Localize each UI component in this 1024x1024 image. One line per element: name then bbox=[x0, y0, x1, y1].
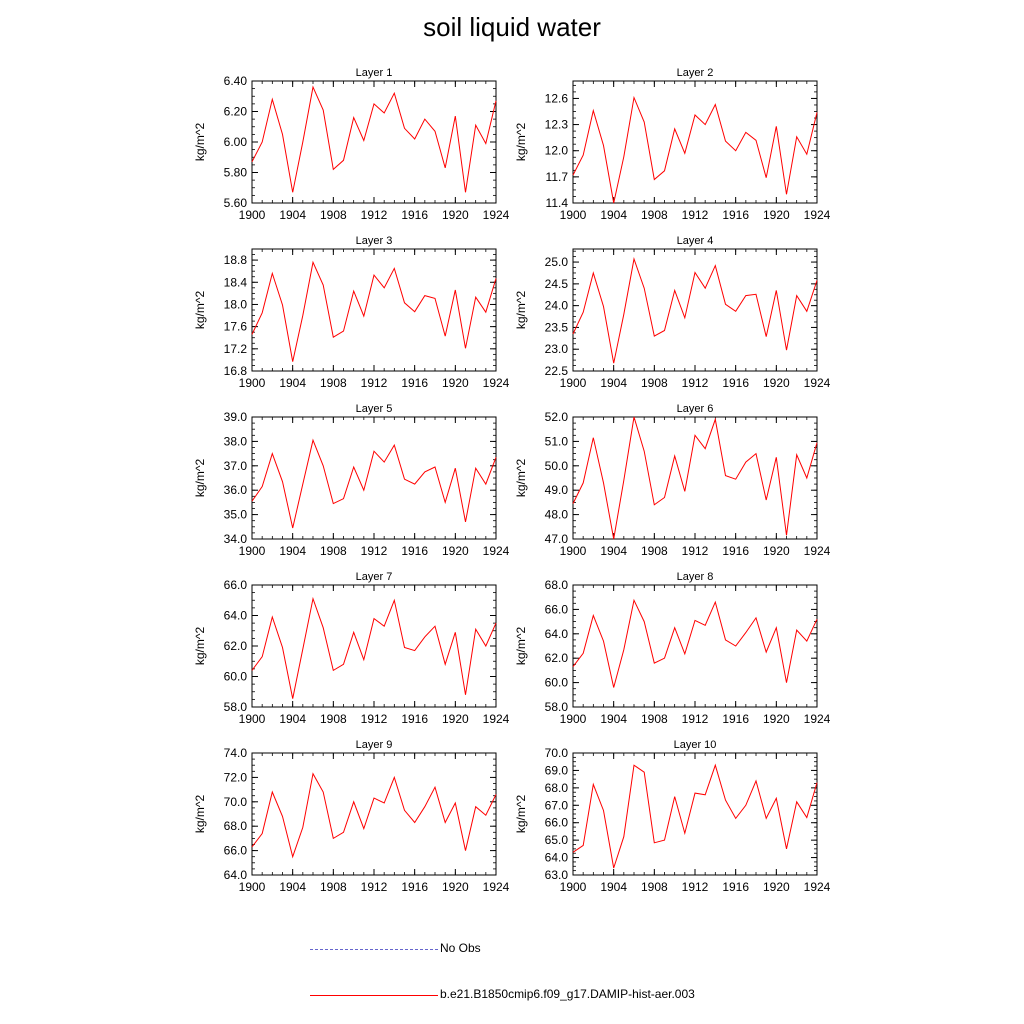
x-tick-label: 1912 bbox=[360, 712, 388, 726]
plot-frame bbox=[573, 81, 817, 203]
y-tick-label: 24.0 bbox=[544, 298, 568, 313]
y-tick-label: 18.0 bbox=[223, 297, 247, 312]
x-tick-label: 1908 bbox=[640, 880, 668, 894]
series-line bbox=[573, 765, 817, 868]
plot-frame bbox=[573, 249, 817, 371]
y-tick-label: 35.0 bbox=[223, 507, 247, 522]
x-tick-label: 1908 bbox=[640, 376, 668, 390]
x-tick-label: 1916 bbox=[401, 208, 429, 222]
y-axis-label: kg/m^2 bbox=[193, 458, 207, 498]
x-tick-label: 1904 bbox=[600, 376, 628, 390]
y-axis-label: kg/m^2 bbox=[193, 122, 207, 162]
x-tick-label: 1912 bbox=[360, 208, 388, 222]
x-tick-label: 1916 bbox=[722, 880, 750, 894]
x-tick-label: 1900 bbox=[238, 376, 266, 390]
x-tick-label: 1900 bbox=[238, 208, 266, 222]
x-tick-label: 1904 bbox=[279, 376, 307, 390]
y-tick-label: 47.0 bbox=[544, 532, 568, 546]
x-tick-label: 1908 bbox=[319, 712, 347, 726]
y-tick-label: 52.0 bbox=[544, 410, 568, 424]
panel-title: Layer 10 bbox=[673, 739, 717, 751]
x-tick-label: 1904 bbox=[600, 880, 628, 894]
x-tick-label: 1916 bbox=[722, 208, 750, 222]
series-line bbox=[252, 262, 496, 361]
x-tick-label: 1900 bbox=[559, 544, 587, 558]
y-tick-label: 17.2 bbox=[223, 341, 247, 356]
y-tick-label: 34.0 bbox=[223, 532, 247, 546]
y-tick-label: 66.0 bbox=[544, 815, 568, 830]
x-tick-label: 1900 bbox=[559, 880, 587, 894]
series-line bbox=[573, 600, 817, 687]
legend-label: b.e21.B1850cmip6.f09_g17.DAMIP-hist-aer.003 bbox=[440, 987, 695, 1001]
y-tick-label: 6.20 bbox=[223, 104, 247, 119]
y-axis-label: kg/m^2 bbox=[193, 626, 207, 666]
x-tick-label: 1908 bbox=[640, 712, 668, 726]
x-tick-label: 1920 bbox=[441, 208, 469, 222]
x-tick-label: 1924 bbox=[803, 208, 831, 222]
x-tick-label: 1904 bbox=[279, 208, 307, 222]
x-tick-label: 1924 bbox=[482, 712, 510, 726]
y-axis-label: kg/m^2 bbox=[193, 290, 207, 330]
panel-title: Layer 3 bbox=[355, 235, 393, 247]
y-tick-label: 70.0 bbox=[223, 794, 247, 809]
x-tick-label: 1908 bbox=[319, 544, 347, 558]
y-tick-label: 49.0 bbox=[544, 483, 568, 498]
panel-title: Layer 9 bbox=[355, 739, 393, 751]
x-tick-label: 1924 bbox=[803, 544, 831, 558]
x-tick-label: 1920 bbox=[762, 880, 790, 894]
x-tick-label: 1904 bbox=[279, 712, 307, 726]
panel-title: Layer 2 bbox=[676, 67, 714, 79]
x-tick-label: 1900 bbox=[559, 208, 587, 222]
y-tick-label: 74.0 bbox=[223, 746, 247, 760]
y-tick-label: 6.40 bbox=[223, 74, 247, 88]
y-tick-label: 64.0 bbox=[223, 868, 247, 882]
series-line bbox=[252, 440, 496, 528]
x-tick-label: 1900 bbox=[559, 712, 587, 726]
y-tick-label: 50.0 bbox=[544, 458, 568, 473]
x-tick-label: 1924 bbox=[482, 376, 510, 390]
y-tick-label: 62.0 bbox=[544, 651, 568, 666]
y-tick-label: 39.0 bbox=[223, 410, 247, 424]
y-tick-label: 16.8 bbox=[223, 364, 247, 378]
x-tick-label: 1920 bbox=[441, 712, 469, 726]
figure-title: soil liquid water bbox=[423, 12, 601, 42]
x-tick-label: 1904 bbox=[279, 544, 307, 558]
x-tick-label: 1904 bbox=[600, 712, 628, 726]
y-axis-label: kg/m^2 bbox=[193, 794, 207, 834]
x-tick-label: 1904 bbox=[279, 880, 307, 894]
y-tick-label: 11.7 bbox=[545, 169, 568, 184]
y-tick-label: 12.3 bbox=[544, 117, 568, 132]
y-tick-label: 70.0 bbox=[544, 746, 568, 760]
y-tick-label: 23.0 bbox=[544, 342, 568, 357]
plot-frame bbox=[252, 249, 496, 371]
y-tick-label: 18.4 bbox=[223, 275, 247, 290]
y-tick-label: 58.0 bbox=[223, 700, 247, 714]
y-axis-label: kg/m^2 bbox=[514, 794, 528, 834]
y-tick-label: 62.0 bbox=[223, 639, 247, 653]
y-axis-label: kg/m^2 bbox=[514, 458, 528, 498]
x-tick-label: 1920 bbox=[762, 208, 790, 222]
y-tick-label: 24.5 bbox=[544, 276, 568, 291]
y-tick-label: 37.0 bbox=[223, 458, 247, 473]
x-tick-label: 1912 bbox=[681, 712, 709, 726]
y-tick-label: 48.0 bbox=[544, 507, 568, 522]
y-tick-label: 36.0 bbox=[223, 483, 247, 498]
x-tick-label: 1916 bbox=[401, 880, 429, 894]
x-tick-label: 1904 bbox=[600, 208, 628, 222]
plot-frame bbox=[252, 585, 496, 707]
x-tick-label: 1920 bbox=[762, 376, 790, 390]
x-tick-label: 1904 bbox=[600, 544, 628, 558]
y-axis-label: kg/m^2 bbox=[514, 626, 528, 666]
panel-title: Layer 6 bbox=[676, 403, 714, 415]
x-tick-label: 1920 bbox=[441, 880, 469, 894]
x-tick-label: 1924 bbox=[803, 880, 831, 894]
y-tick-label: 60.0 bbox=[544, 675, 568, 690]
plot-frame bbox=[573, 753, 817, 875]
series-line bbox=[252, 774, 496, 857]
y-tick-label: 68.0 bbox=[544, 578, 568, 592]
legend-label: No Obs bbox=[440, 941, 481, 955]
y-tick-label: 63.0 bbox=[544, 868, 568, 882]
x-tick-label: 1924 bbox=[803, 376, 831, 390]
y-tick-label: 18.8 bbox=[223, 253, 247, 268]
y-tick-label: 38.0 bbox=[223, 434, 247, 449]
x-tick-label: 1900 bbox=[238, 544, 266, 558]
y-tick-label: 66.0 bbox=[223, 578, 247, 592]
series-line bbox=[252, 87, 496, 192]
y-tick-label: 17.6 bbox=[223, 319, 247, 334]
x-tick-label: 1916 bbox=[401, 544, 429, 558]
y-tick-label: 25.0 bbox=[544, 255, 568, 270]
y-tick-label: 67.0 bbox=[544, 798, 568, 813]
y-tick-label: 68.0 bbox=[544, 780, 568, 795]
y-tick-label: 66.0 bbox=[223, 843, 247, 858]
x-tick-label: 1920 bbox=[762, 544, 790, 558]
x-tick-label: 1908 bbox=[640, 208, 668, 222]
y-axis-label: kg/m^2 bbox=[514, 122, 528, 162]
panel-title: Layer 1 bbox=[355, 67, 393, 79]
series-line bbox=[573, 417, 817, 539]
y-tick-label: 72.0 bbox=[223, 770, 247, 785]
y-tick-label: 64.0 bbox=[544, 626, 568, 641]
x-tick-label: 1916 bbox=[722, 376, 750, 390]
series-line bbox=[573, 259, 817, 363]
x-tick-label: 1924 bbox=[803, 712, 831, 726]
x-tick-label: 1908 bbox=[640, 544, 668, 558]
plot-frame bbox=[573, 585, 817, 707]
x-tick-label: 1920 bbox=[441, 376, 469, 390]
panel-title: Layer 5 bbox=[355, 403, 393, 415]
legend-item-model-run bbox=[310, 986, 910, 1006]
y-tick-label: 66.0 bbox=[544, 602, 568, 617]
y-tick-label: 60.0 bbox=[223, 669, 247, 684]
x-tick-label: 1912 bbox=[360, 544, 388, 558]
y-tick-label: 12.6 bbox=[544, 91, 568, 106]
y-tick-label: 22.5 bbox=[544, 364, 568, 378]
series-line bbox=[573, 98, 817, 203]
y-tick-label: 58.0 bbox=[544, 700, 568, 714]
panel-title: Layer 7 bbox=[355, 571, 393, 583]
x-tick-label: 1912 bbox=[681, 880, 709, 894]
x-tick-label: 1916 bbox=[722, 544, 750, 558]
x-tick-label: 1924 bbox=[482, 544, 510, 558]
x-tick-label: 1900 bbox=[238, 880, 266, 894]
y-tick-label: 6.00 bbox=[223, 135, 247, 149]
x-tick-label: 1920 bbox=[441, 544, 469, 558]
y-axis-label: kg/m^2 bbox=[514, 290, 528, 330]
y-tick-label: 69.0 bbox=[544, 763, 568, 778]
panel-title: Layer 8 bbox=[676, 571, 714, 583]
x-tick-label: 1912 bbox=[681, 544, 709, 558]
y-tick-label: 12.0 bbox=[544, 143, 568, 158]
x-tick-label: 1900 bbox=[559, 376, 587, 390]
x-tick-label: 1920 bbox=[762, 712, 790, 726]
x-tick-label: 1924 bbox=[482, 880, 510, 894]
y-tick-label: 51.0 bbox=[544, 434, 568, 449]
y-tick-label: 64.0 bbox=[223, 608, 247, 623]
y-tick-label: 68.0 bbox=[223, 819, 247, 834]
y-tick-label: 5.80 bbox=[223, 165, 247, 180]
y-tick-label: 23.5 bbox=[544, 320, 568, 335]
x-tick-label: 1900 bbox=[238, 712, 266, 726]
x-tick-label: 1912 bbox=[360, 376, 388, 390]
legend-item-no-obs bbox=[310, 940, 910, 960]
legend-swatch-dashed bbox=[310, 949, 438, 950]
plot-frame bbox=[252, 753, 496, 875]
y-tick-label: 64.0 bbox=[544, 850, 568, 865]
x-tick-label: 1908 bbox=[319, 880, 347, 894]
x-tick-label: 1924 bbox=[482, 208, 510, 222]
x-tick-label: 1916 bbox=[401, 376, 429, 390]
plot-frame bbox=[252, 81, 496, 203]
x-tick-label: 1916 bbox=[722, 712, 750, 726]
y-tick-label: 11.4 bbox=[545, 196, 568, 210]
panel-title: Layer 4 bbox=[676, 235, 714, 247]
y-tick-label: 5.60 bbox=[223, 196, 247, 210]
x-tick-label: 1908 bbox=[319, 208, 347, 222]
x-tick-label: 1908 bbox=[319, 376, 347, 390]
series-line bbox=[252, 599, 496, 699]
y-tick-label: 65.0 bbox=[544, 833, 568, 848]
x-tick-label: 1912 bbox=[360, 880, 388, 894]
x-tick-label: 1912 bbox=[681, 376, 709, 390]
legend-swatch-solid bbox=[310, 995, 438, 996]
plot-frame bbox=[252, 417, 496, 539]
x-tick-label: 1912 bbox=[681, 208, 709, 222]
x-tick-label: 1916 bbox=[401, 712, 429, 726]
